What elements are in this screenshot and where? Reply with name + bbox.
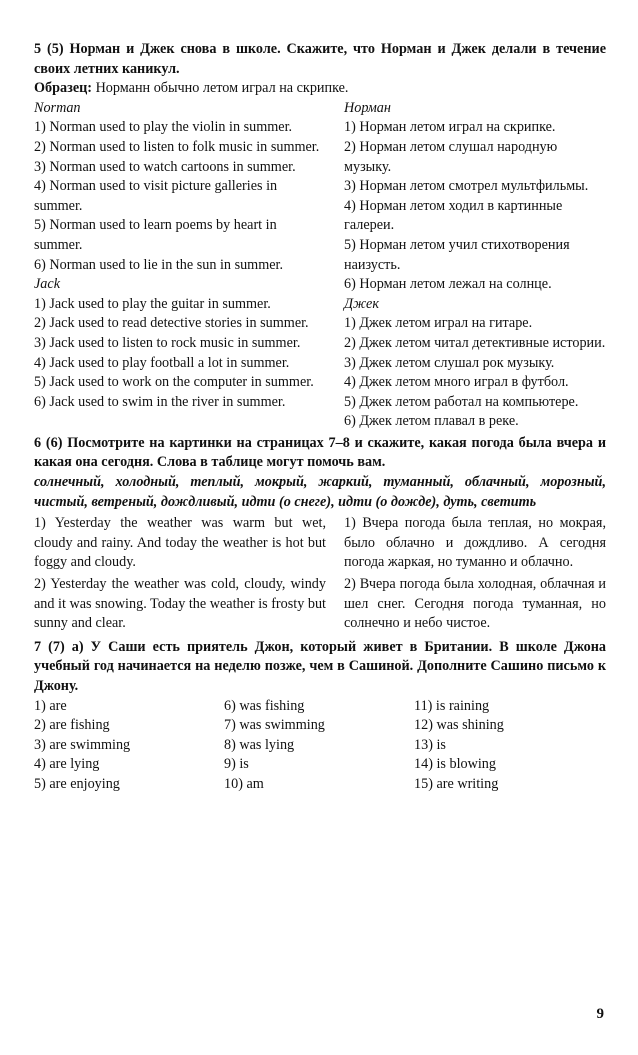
list-item: 2) Джек летом читал детективные истории. <box>344 334 606 351</box>
list-item: 2) Jack used to read detective stories in summer. <box>34 315 309 332</box>
weather-answer-2 <box>34 575 606 634</box>
page-number: 9 <box>596 1006 604 1022</box>
list-item: 5) Норман летом учил стихотворения наизусть. <box>344 236 570 273</box>
list-item: 6) Норман летом лежал на солнце. <box>344 276 552 293</box>
weather-answer-1 <box>34 514 606 573</box>
word-bank: солнечный, холодный, теплый, мокрый, жаркий, туманный, облачный, морозный, чистый, ветреный, дождливый, идти (о снеге), идти (о дожде), дуть, светить <box>34 474 606 510</box>
norman-ru-title: Норман <box>344 99 391 116</box>
list-item: 6) Джек летом плавал в реке. <box>344 413 519 430</box>
answer-item: 6) was fishing <box>224 697 305 714</box>
list-item: 5) Norman used to learn poems by heart in summer. <box>34 217 277 253</box>
norman-ru-column <box>344 99 606 432</box>
weather-answer-2-en: 2) Yesterday the weather was cold, cloudy, windy and it was snowing. Today the weather is frosty but sunny and clear. <box>34 576 326 632</box>
list-item: 5) Джек летом работал на компьютере. <box>344 393 579 410</box>
answer-item: 14) is blowing <box>414 756 496 773</box>
list-item: 5) Jack used to work on the computer in summer. <box>34 374 314 391</box>
jack-ru-title: Джек <box>344 295 379 312</box>
list-item: 4) Norman used to visit picture galleries in summer. <box>34 178 278 214</box>
list-item: 1) Норман летом играл на скрипке. <box>344 119 556 136</box>
list-item: 4) Джек летом много играл в футбол. <box>344 374 569 391</box>
answer-item: 3) are swimming <box>34 736 131 753</box>
exercise-6-heading: 6 (6) Посмотрите на картинки на страницах 7–8 и скажите, какая погода была вчера и какая она сегодня. Слова в таблице могут помочь вам. <box>34 434 606 471</box>
norman-en-column <box>34 99 326 432</box>
list-item: 6) Jack used to swim in the river in summer. <box>34 393 286 410</box>
exercise-5-heading: 5 (5) Норман и Джек снова в школе. Скажите, что Норман и Джек делали в течение своих летних каникул. <box>34 41 606 77</box>
exercise-7-heading: 7 (7) а) У Саши есть приятель Джон, который живет в Британии. В школе Джона учебный год начинается на неделю позже, чем в Сашиной. Дополните Сашино письмо к Джону. <box>34 638 606 694</box>
answer-item: 8) was lying <box>224 736 295 753</box>
list-item: 2) Norman used to listen to folk music in summer. <box>34 138 320 155</box>
answer-item: 7) was swimming <box>224 717 325 734</box>
list-item: 6) Norman used to lie in the sun in summer. <box>34 256 284 273</box>
norman-columns <box>34 99 606 432</box>
answer-item: 9) is <box>224 756 249 773</box>
weather-answer-2-ru: 2) Вчера погода была холодная, облачная и шел снег. Сегодня погода туманная, но солнечно и небо чистое. <box>344 576 606 632</box>
answer-item: 15) are writing <box>414 775 499 792</box>
list-item: 4) Норман летом ходил в картинные галереи. <box>344 197 563 234</box>
sample-label: Образец: <box>34 80 93 97</box>
norman-en-title: Norman <box>34 99 81 116</box>
answer-item: 5) are enjoying <box>34 775 120 792</box>
answer-item: 11) is raining <box>414 697 490 714</box>
weather-answer-1-en: 1) Yesterday the weather was warm but wet, cloudy and rainy. And today the weather is hot but foggy and cloudy. <box>34 515 326 571</box>
sample-text: Норманн обычно летом играл на скрипке. <box>92 80 349 97</box>
list-item: 2) Норман летом слушал народную музыку. <box>344 138 558 175</box>
list-item: 3) Jack used to listen to rock music in summer. <box>34 334 301 351</box>
jack-en-title: Jack <box>34 276 60 293</box>
list-item: 1) Джек летом играл на гитаре. <box>344 315 533 332</box>
answer-item: 13) is <box>414 736 446 753</box>
list-item: 1) Norman used to play the violin in summer. <box>34 119 293 136</box>
answers-grid <box>34 697 606 795</box>
answer-item: 10) am <box>224 775 264 792</box>
weather-answer-1-ru: 1) Вчера погода была теплая, но мокрая, было облачно и дождливо. А сегодня погода жаркая, но туманно и облачно. <box>344 515 606 571</box>
answer-item: 2) are fishing <box>34 717 110 734</box>
textbook-page <box>34 40 606 795</box>
answer-item: 4) are lying <box>34 756 100 773</box>
list-item: 1) Jack used to play the guitar in summer. <box>34 295 271 312</box>
list-item: 4) Jack used to play football a lot in summer. <box>34 354 290 371</box>
answer-item: 12) was shining <box>414 717 504 734</box>
list-item: 3) Norman used to watch cartoons in summer. <box>34 158 296 175</box>
list-item: 3) Джек летом слушал рок музыку. <box>344 354 555 371</box>
answer-item: 1) are <box>34 697 67 714</box>
list-item: 3) Норман летом смотрел мультфильмы. <box>344 178 589 195</box>
sample-line <box>34 79 606 99</box>
